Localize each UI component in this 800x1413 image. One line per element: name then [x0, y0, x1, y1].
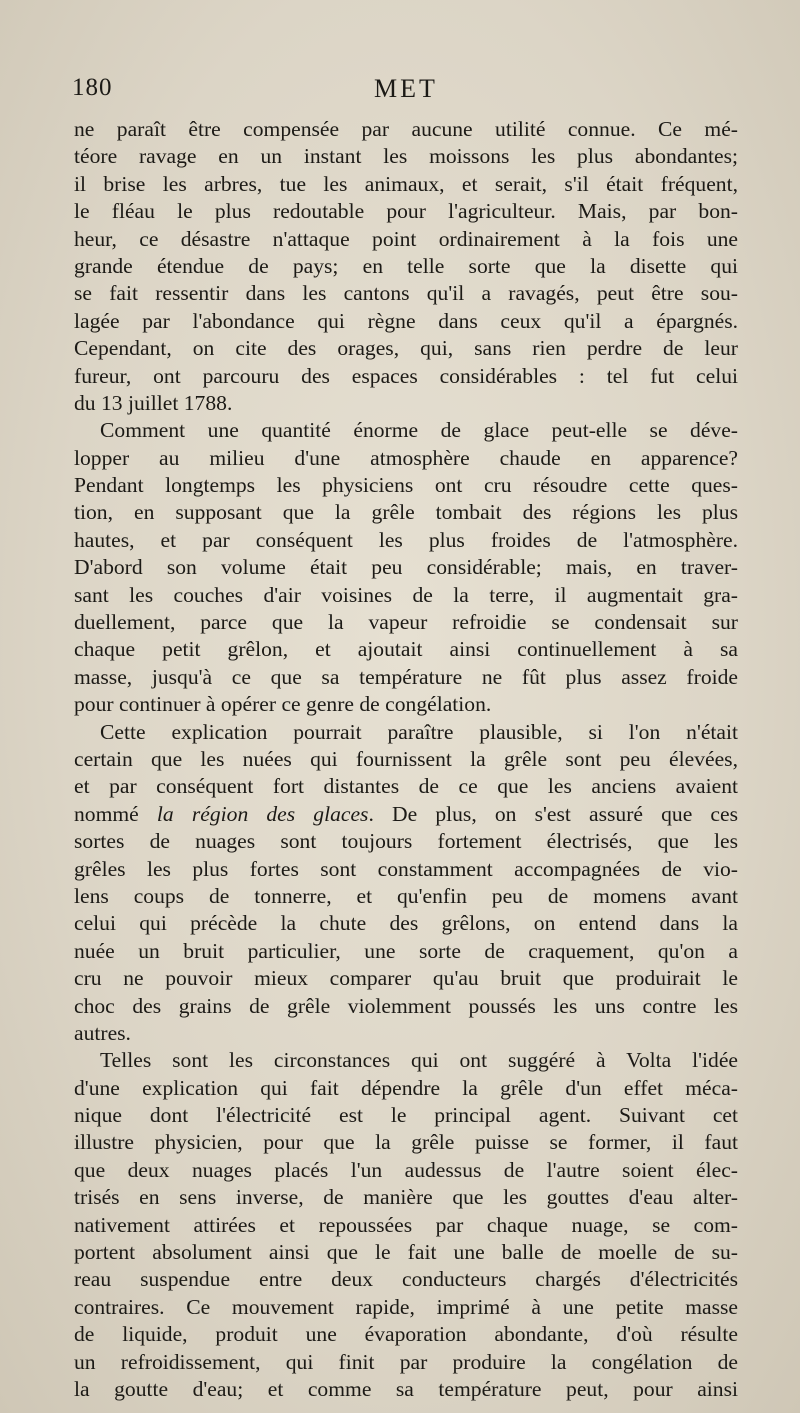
text-line: Cependant, on cite des orages, qui, sans rien perdre de leur	[74, 336, 738, 361]
text-segment: . De plus, on s'est assuré que ces	[368, 801, 738, 826]
text-line: d'une explication qui fait dépendre la grêle d'un effet méca-	[74, 1075, 738, 1100]
text-line: de liquide, produit une évaporation abondante, d'où résulte	[74, 1322, 738, 1347]
text-line: le fléau le plus redoutable pour l'agriculteur. Mais, par bon-	[74, 199, 738, 224]
text-line: nique dont l'électricité est le principal agent. Suivant cet	[74, 1103, 738, 1128]
paragraph-3	[74, 719, 738, 1048]
text-line: portent absolument ainsi que le fait une balle de moelle de su-	[74, 1240, 738, 1265]
text-line: la goutte d'eau; et comme sa température peut, pour ainsi	[74, 1376, 738, 1401]
text-line: sant les couches d'air voisines de la terre, il augmentait gra-	[74, 582, 738, 607]
text-line: sortes de nuages sont toujours fortement électrisés, que les	[74, 829, 738, 854]
text-line: du 13 juillet 1788.	[74, 390, 233, 415]
text-line: hautes, et par conséquent les plus froides de l'atmosphère.	[74, 527, 738, 552]
text-line: lens coups de tonnerre, et qu'enfin peu de momens avant	[74, 883, 738, 908]
text-line: nuée un bruit particulier, une sorte de craquement, qu'on a	[74, 938, 738, 963]
text-line: contraires. Ce mouvement rapide, imprimé à une petite masse	[74, 1294, 738, 1319]
text-line: pour continuer à opérer ce genre de congélation.	[74, 692, 492, 717]
text-line: heur, ce désastre n'attaque point ordinairement à la fois une	[74, 226, 738, 251]
page-number: 180	[72, 74, 113, 101]
text-line: certain que les nuées qui fournissent la grêle sont peu élevées,	[74, 746, 738, 771]
text-line: lopper au milieu d'une atmosphère chaude en apparence?	[74, 445, 738, 470]
text-line: choc des grains de grêle violemment poussés les uns contre les	[74, 993, 738, 1018]
text-line: que deux nuages placés l'un audessus de l'autre soient élec-	[74, 1157, 738, 1182]
text-line: ne paraît être compensée par aucune utilité connue. Ce mé-	[74, 117, 738, 141]
text-line: trisés en sens inverse, de manière que les gouttes d'eau alter-	[74, 1185, 738, 1210]
paragraph-2	[74, 417, 738, 718]
text-line: Pendant longtemps les physiciens ont cru résoudre cette ques-	[74, 473, 738, 498]
text-line: Cette explication pourrait paraître plausible, si l'on n'était	[100, 719, 738, 744]
text-line: Comment une quantité énorme de glace peut-elle se déve-	[100, 418, 738, 443]
text-line: reau suspendue entre deux conducteurs chargés d'électricités	[74, 1267, 738, 1292]
text-line: duellement, parce que la vapeur refroidie se condensait sur	[74, 610, 738, 635]
text-line: D'abord son volume était peu considérable; mais, en traver-	[74, 555, 738, 580]
paragraph-4	[74, 1047, 738, 1403]
text-line: chaque petit grêlon, et ajoutait ainsi continuellement à sa	[74, 637, 738, 662]
text-segment: nommé	[74, 801, 157, 826]
text-line: fureur, ont parcouru des espaces considérables : tel fut celui	[74, 363, 738, 388]
italic-phrase: la région des glaces	[156, 801, 369, 826]
text-line: Telles sont les circonstances qui ont suggéré à Volta l'idée	[100, 1048, 738, 1073]
text-line: un refroidissement, qui finit par produire la congélation de	[74, 1349, 738, 1374]
text-line: il brise les arbres, tue les animaux, et serait, s'il était fréquent,	[74, 171, 738, 196]
running-head: MET	[374, 74, 438, 103]
text-line: celui qui précède la chute des grêlons, on entend dans la	[74, 911, 738, 936]
text-line: illustre physicien, pour que la grêle puisse se former, il faut	[74, 1130, 738, 1155]
text-line: téore ravage en un instant les moissons les plus abondantes;	[74, 144, 738, 169]
text-line: cru ne pouvoir mieux comparer qu'au bruit que produirait le	[74, 966, 738, 991]
text-line: lagée par l'abondance qui règne dans ceux qu'il a épargnés.	[74, 308, 738, 333]
paragraph-1	[74, 116, 738, 417]
text-line: nativement attirées et repoussées par chaque nuage, se com-	[74, 1212, 738, 1237]
text-line-with-italic	[74, 801, 738, 828]
text-line: tion, en supposant que la grêle tombait des régions les plus	[74, 500, 738, 525]
text-line: grêles les plus fortes sont constamment accompagnées de vio-	[74, 856, 738, 881]
body-text	[74, 116, 738, 1403]
text-line: et par conséquent fort distantes de ce que les anciens avaient	[74, 774, 738, 799]
text-line: masse, jusqu'à ce que sa température ne fût plus assez froide	[74, 664, 738, 689]
page-header	[72, 74, 740, 106]
text-line: autres.	[74, 1020, 131, 1045]
text-line: grande étendue de pays; en telle sorte que la disette qui	[74, 253, 738, 278]
text-line: se fait ressentir dans les cantons qu'il a ravagés, peut être sou-	[74, 281, 738, 306]
